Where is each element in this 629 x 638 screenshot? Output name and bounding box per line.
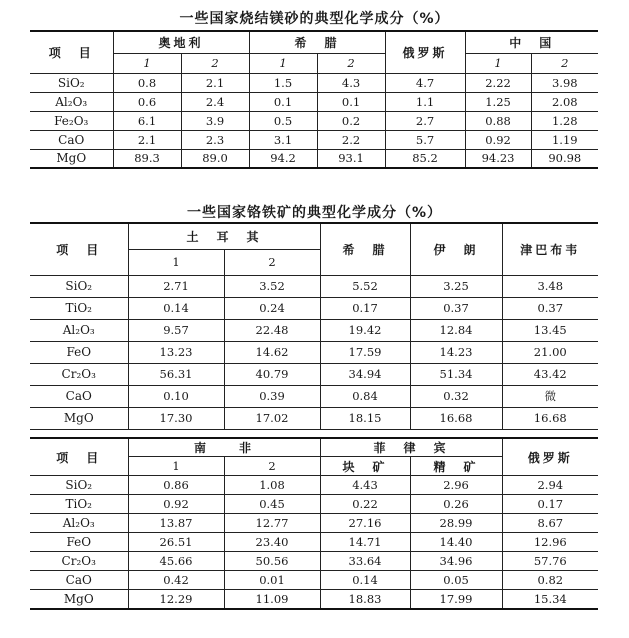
table-cell: 1.25: [465, 92, 531, 111]
row-label: Cr₂O₃: [30, 552, 128, 571]
table-cell: 0.17: [502, 495, 598, 514]
table-cell: 1.28: [531, 111, 598, 130]
table1-sub-header: 1: [249, 53, 317, 73]
table3: [30, 437, 598, 610]
table-cell: 3.25: [410, 275, 502, 297]
row-label: Cr₂O₃: [30, 363, 128, 385]
table-cell: 19.42: [320, 319, 410, 341]
table-cell: 28.99: [410, 514, 502, 533]
table-cell: 2.1: [113, 130, 181, 149]
table1-group-china: 中 国: [465, 31, 598, 53]
table-row: [30, 130, 598, 149]
table-cell: 0.92: [465, 130, 531, 149]
table-cell: 17.30: [128, 407, 224, 429]
table1-sub-header: 2: [531, 53, 598, 73]
row-label: FeO: [30, 533, 128, 552]
table-cell: 13.45: [502, 319, 598, 341]
table-row: [30, 571, 598, 590]
row-label: FeO: [30, 341, 128, 363]
table-cell: 13.87: [128, 514, 224, 533]
table-cell: 0.26: [410, 495, 502, 514]
table-cell: 90.98: [531, 149, 598, 168]
table-cell: 21.00: [502, 341, 598, 363]
table-row: [30, 297, 598, 319]
table3-sub-header: 块 矿: [320, 457, 410, 476]
table-cell: 33.64: [320, 552, 410, 571]
table-cell: 0.8: [113, 73, 181, 92]
table3-sub-header: 1: [128, 457, 224, 476]
table-cell: 18.15: [320, 407, 410, 429]
table3-group-russia: 俄罗斯: [502, 438, 598, 476]
table1-sub-header: 2: [317, 53, 385, 73]
table-cell: 56.31: [128, 363, 224, 385]
table-cell: 26.51: [128, 533, 224, 552]
table2-sub-header: 1: [128, 249, 224, 275]
table-cell: 0.92: [128, 495, 224, 514]
row-label: CaO: [30, 385, 128, 407]
table-cell: 14.71: [320, 533, 410, 552]
table-row: [30, 552, 598, 571]
table1-sub-header: 1: [465, 53, 531, 73]
table-cell: 0.37: [502, 297, 598, 319]
table-cell: 0.1: [249, 92, 317, 111]
table-row: [30, 533, 598, 552]
table-cell: 17.02: [224, 407, 320, 429]
table-cell: 17.59: [320, 341, 410, 363]
row-label: MgO: [30, 149, 113, 168]
row-label: CaO: [30, 571, 128, 590]
table-row: [30, 275, 598, 297]
table-cell: 12.84: [410, 319, 502, 341]
table-cell: 14.40: [410, 533, 502, 552]
table-row: [30, 319, 598, 341]
table-cell: 89.0: [181, 149, 249, 168]
table2: [30, 222, 598, 430]
table2-group-greece: 希 腊: [320, 223, 410, 275]
table-cell: 45.66: [128, 552, 224, 571]
table-cell: 2.4: [181, 92, 249, 111]
table2-group-zimbabwe: 津巴布韦: [502, 223, 598, 275]
table-cell: 5.52: [320, 275, 410, 297]
table2-sub-header: 2: [224, 249, 320, 275]
table-cell: 2.96: [410, 476, 502, 495]
table-row: [30, 363, 598, 385]
table-cell: 0.5: [249, 111, 317, 130]
table3-sub-header: 精 矿: [410, 457, 502, 476]
table-cell: 1.5: [249, 73, 317, 92]
table-cell: 18.83: [320, 590, 410, 609]
table-row: [30, 407, 598, 429]
table-cell: 8.67: [502, 514, 598, 533]
table-cell: 94.23: [465, 149, 531, 168]
row-label: CaO: [30, 130, 113, 149]
table1-sub-header: 2: [181, 53, 249, 73]
table-cell: 9.57: [128, 319, 224, 341]
table-cell: 2.08: [531, 92, 598, 111]
table-cell: 1.08: [224, 476, 320, 495]
table1-group-russia: 俄罗斯: [385, 31, 465, 73]
table-cell: 0.39: [224, 385, 320, 407]
table-cell: 3.48: [502, 275, 598, 297]
row-label: Fe₂O₃: [30, 111, 113, 130]
table3-group-south-africa: 南 非: [128, 438, 320, 457]
table-cell: 0.10: [128, 385, 224, 407]
table-cell: 2.71: [128, 275, 224, 297]
table-cell: 0.88: [465, 111, 531, 130]
row-label: TiO₂: [30, 297, 128, 319]
table-cell: 12.96: [502, 533, 598, 552]
table1-group-greece: 希 腊: [249, 31, 385, 53]
table-cell: 0.6: [113, 92, 181, 111]
table-row: [30, 495, 598, 514]
table-row: [30, 73, 598, 92]
table-cell: 12.77: [224, 514, 320, 533]
table1-title: 一些国家烧结镁砂的典型化学成分（%）: [179, 11, 450, 27]
table2-title: 一些国家铬铁矿的典型化学成分（%）: [186, 205, 443, 221]
table-cell: 34.94: [320, 363, 410, 385]
table-cell: 3.9: [181, 111, 249, 130]
table-cell: 0.86: [128, 476, 224, 495]
table-cell: 40.79: [224, 363, 320, 385]
table-row: [30, 341, 598, 363]
row-label: SiO₂: [30, 476, 128, 495]
table-cell: 0.01: [224, 571, 320, 590]
row-label: MgO: [30, 590, 128, 609]
table-cell: 34.96: [410, 552, 502, 571]
table-row: [30, 514, 598, 533]
table-cell: 2.94: [502, 476, 598, 495]
table-cell: 51.34: [410, 363, 502, 385]
table2-group-iran: 伊 朗: [410, 223, 502, 275]
table-cell: 0.24: [224, 297, 320, 319]
table-cell: 43.42: [502, 363, 598, 385]
table-cell: 11.09: [224, 590, 320, 609]
table-cell: 27.16: [320, 514, 410, 533]
table-cell: 1.1: [385, 92, 465, 111]
table-cell: 2.3: [181, 130, 249, 149]
row-label: TiO₂: [30, 495, 128, 514]
table-cell: 0.1: [317, 92, 385, 111]
table2-group-turkey: 土 耳 其: [128, 223, 320, 249]
table-cell: 14.23: [410, 341, 502, 363]
table-cell: 17.99: [410, 590, 502, 609]
table-row: [30, 590, 598, 609]
table-cell: 2.22: [465, 73, 531, 92]
table-cell: 0.84: [320, 385, 410, 407]
table-cell: 23.40: [224, 533, 320, 552]
table-cell: 4.43: [320, 476, 410, 495]
table-cell: 85.2: [385, 149, 465, 168]
table-cell: 12.29: [128, 590, 224, 609]
table-cell: 0.05: [410, 571, 502, 590]
table-cell: 0.32: [410, 385, 502, 407]
table-row: [30, 92, 598, 111]
table-cell: 0.14: [320, 571, 410, 590]
table1-group-austria: 奥地利: [113, 31, 249, 53]
table-cell: 2.7: [385, 111, 465, 130]
row-label: Al₂O₃: [30, 514, 128, 533]
table-cell: 15.34: [502, 590, 598, 609]
table-cell: 0.17: [320, 297, 410, 319]
table3-group-philippines: 菲 律 宾: [320, 438, 502, 457]
table-cell: 16.68: [410, 407, 502, 429]
table-row: [30, 385, 598, 407]
table2-item-header: 项 目: [30, 223, 128, 275]
table-cell: 3.52: [224, 275, 320, 297]
table1-item-header: 项 目: [30, 31, 113, 73]
table-cell: 89.3: [113, 149, 181, 168]
table-cell: 3.98: [531, 73, 598, 92]
table-cell: 93.1: [317, 149, 385, 168]
table-cell: 14.62: [224, 341, 320, 363]
table-cell: 0.42: [128, 571, 224, 590]
table-cell: 1.19: [531, 130, 598, 149]
table-cell: 微: [502, 385, 598, 407]
row-label: Al₂O₃: [30, 92, 113, 111]
table-cell: 0.2: [317, 111, 385, 130]
table-row: [30, 149, 598, 168]
table-cell: 4.3: [317, 73, 385, 92]
table3-sub-header: 2: [224, 457, 320, 476]
table1-sub-header: 1: [113, 53, 181, 73]
table-cell: 3.1: [249, 130, 317, 149]
table-cell: 2.2: [317, 130, 385, 149]
table-cell: 57.76: [502, 552, 598, 571]
table-cell: 2.1: [181, 73, 249, 92]
table-cell: 94.2: [249, 149, 317, 168]
table-cell: 0.14: [128, 297, 224, 319]
table-cell: 16.68: [502, 407, 598, 429]
row-label: SiO₂: [30, 73, 113, 92]
row-label: MgO: [30, 407, 128, 429]
table-row: [30, 111, 598, 130]
row-label: Al₂O₃: [30, 319, 128, 341]
table-cell: 4.7: [385, 73, 465, 92]
table3-item-header: 项 目: [30, 438, 128, 476]
table-cell: 22.48: [224, 319, 320, 341]
table1: [30, 30, 598, 169]
row-label: SiO₂: [30, 275, 128, 297]
table-cell: 0.22: [320, 495, 410, 514]
table-cell: 0.37: [410, 297, 502, 319]
table-cell: 6.1: [113, 111, 181, 130]
table-cell: 13.23: [128, 341, 224, 363]
table-cell: 5.7: [385, 130, 465, 149]
table-cell: 50.56: [224, 552, 320, 571]
table-cell: 0.82: [502, 571, 598, 590]
table-row: [30, 476, 598, 495]
table-cell: 0.45: [224, 495, 320, 514]
